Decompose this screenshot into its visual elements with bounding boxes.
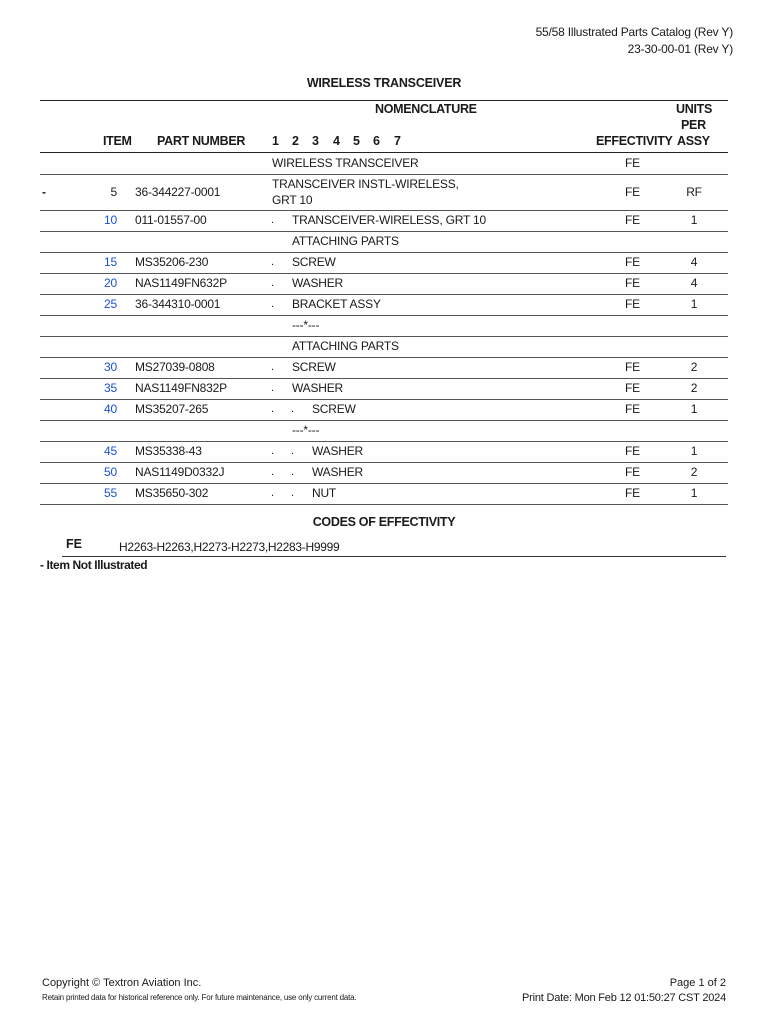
indent-dot: . bbox=[271, 466, 275, 478]
indent-level-3: 3 bbox=[312, 134, 319, 148]
nomenclature: WIRELESS TRANSCEIVER bbox=[272, 156, 419, 170]
table-row bbox=[40, 483, 728, 504]
indent-level-2: 2 bbox=[292, 134, 299, 148]
nomenclature: ATTACHING PARTS bbox=[292, 234, 399, 248]
indent-level-6: 6 bbox=[373, 134, 380, 148]
part-number: MS35207-265 bbox=[135, 402, 209, 416]
indent-level-4: 4 bbox=[333, 134, 340, 148]
units-per-assy: 2 bbox=[690, 465, 698, 479]
item-number[interactable]: 35 bbox=[104, 381, 117, 395]
effectivity-code: FE bbox=[625, 444, 640, 458]
legend-not-illustrated: - Item Not Illustrated bbox=[40, 558, 148, 572]
units-per-assy: 2 bbox=[690, 381, 698, 395]
footer-page-number: Page 1 of 2 bbox=[669, 977, 726, 989]
part-number: 011-01557-00 bbox=[135, 213, 207, 227]
part-number: 36-344227-0001 bbox=[135, 185, 221, 199]
units-per-assy: 1 bbox=[690, 444, 698, 458]
indent-dot: . bbox=[291, 445, 295, 457]
effectivity-code: FE bbox=[625, 381, 640, 395]
units-per-assy: 1 bbox=[690, 402, 698, 416]
units-per-assy: RF bbox=[686, 185, 702, 199]
part-number: MS35650-302 bbox=[135, 486, 209, 500]
item-number[interactable]: 45 bbox=[104, 444, 117, 458]
table-row bbox=[40, 336, 728, 357]
table-row bbox=[40, 231, 728, 252]
indent-dot: . bbox=[291, 466, 295, 478]
table-row bbox=[40, 273, 728, 294]
table-row bbox=[40, 378, 728, 399]
part-number: MS27039-0808 bbox=[135, 360, 215, 374]
nomenclature: SCREW bbox=[312, 402, 356, 416]
part-number: 36-344310-0001 bbox=[135, 297, 221, 311]
table-row bbox=[40, 294, 728, 315]
row-divider bbox=[40, 504, 728, 505]
indent-dot: . bbox=[291, 403, 295, 415]
indent-level-5: 5 bbox=[353, 134, 360, 148]
footer-print-date: Print Date: Mon Feb 12 01:50:27 CST 2024 bbox=[522, 992, 726, 1004]
table-row bbox=[40, 210, 728, 231]
effectivity-code: FE bbox=[625, 486, 640, 500]
codes-rule bbox=[62, 556, 726, 557]
item-number[interactable]: 10 bbox=[104, 213, 117, 227]
table-row bbox=[40, 357, 728, 378]
item-number[interactable]: 50 bbox=[104, 465, 117, 479]
effectivity-code: FE bbox=[625, 255, 640, 269]
codes-value: H2263-H2263,H2273-H2273,H2283-H9999 bbox=[119, 540, 340, 554]
nomenclature: WASHER bbox=[312, 465, 364, 479]
nomenclature: SCREW bbox=[292, 360, 336, 374]
indent-dot: . bbox=[271, 256, 275, 268]
effectivity-code: FE bbox=[625, 276, 640, 290]
col-assy: ASSY bbox=[677, 134, 710, 148]
part-number: NAS1149FN632P bbox=[135, 276, 227, 290]
item-number[interactable]: 15 bbox=[104, 255, 117, 269]
nomenclature: ---*--- bbox=[292, 423, 320, 437]
col-effectivity: EFFECTIVITY bbox=[596, 134, 673, 148]
effectivity-code: FE bbox=[625, 297, 640, 311]
item-number: 5 bbox=[110, 185, 117, 199]
codes-key: FE bbox=[66, 537, 82, 551]
indent-level-7: 7 bbox=[394, 134, 401, 148]
indent-dot: . bbox=[271, 361, 275, 373]
nomenclature: ATTACHING PARTS bbox=[292, 339, 399, 353]
nomenclature: TRANSCEIVER INSTL-WIRELESS, bbox=[272, 177, 459, 191]
nomenclature: BRACKET ASSY bbox=[292, 297, 381, 311]
nomenclature: GRT 10 bbox=[272, 193, 313, 207]
table-row bbox=[40, 153, 728, 174]
nomenclature: TRANSCEIVER-WIRELESS, GRT 10 bbox=[292, 213, 487, 227]
part-number: MS35338-43 bbox=[135, 444, 202, 458]
indent-dot: . bbox=[271, 382, 275, 394]
table-row bbox=[40, 252, 728, 273]
catalog-title: 55/58 Illustrated Parts Catalog (Rev Y) bbox=[535, 25, 733, 39]
figure-number: 23-30-00-01 (Rev Y) bbox=[627, 42, 733, 56]
page-title: WIRELESS TRANSCEIVER bbox=[306, 76, 462, 90]
col-units: UNITS bbox=[676, 102, 713, 116]
units-per-assy: 2 bbox=[690, 360, 698, 374]
units-per-assy: 1 bbox=[690, 486, 698, 500]
part-number: NAS1149FN832P bbox=[135, 381, 227, 395]
col-nomenclature: NOMENCLATURE bbox=[375, 102, 477, 116]
nomenclature: ---*--- bbox=[292, 318, 320, 332]
indent-dot: . bbox=[271, 487, 275, 499]
nomenclature: WASHER bbox=[292, 276, 344, 290]
table-row bbox=[40, 315, 728, 336]
nomenclature: NUT bbox=[312, 486, 337, 500]
footer-copyright: Copyright © Textron Aviation Inc. bbox=[42, 977, 202, 989]
table-row bbox=[40, 420, 728, 441]
col-item: ITEM bbox=[103, 134, 132, 148]
effectivity-code: FE bbox=[625, 156, 640, 170]
indent-dot: . bbox=[271, 298, 275, 310]
nomenclature: WASHER bbox=[292, 381, 344, 395]
indent-dot: . bbox=[271, 214, 275, 226]
part-number: MS35206-230 bbox=[135, 255, 209, 269]
item-number[interactable]: 25 bbox=[104, 297, 117, 311]
part-number: NAS1149D0332J bbox=[135, 465, 225, 479]
footer-note: Retain printed data for historical reference only. For future maintenance, use only current data. bbox=[42, 993, 357, 1002]
table-row bbox=[40, 462, 728, 483]
table-top-rule bbox=[40, 100, 728, 101]
item-number[interactable]: 30 bbox=[104, 360, 117, 374]
nomenclature: SCREW bbox=[292, 255, 336, 269]
effectivity-code: FE bbox=[625, 213, 640, 227]
table-row bbox=[40, 441, 728, 462]
units-per-assy: 4 bbox=[690, 276, 698, 290]
indent-level-1: 1 bbox=[272, 134, 279, 148]
effectivity-code: FE bbox=[625, 360, 640, 374]
indent-dot: . bbox=[271, 445, 275, 457]
table-row bbox=[40, 174, 728, 210]
indent-dot: . bbox=[271, 403, 275, 415]
effectivity-code: FE bbox=[625, 465, 640, 479]
indent-dot: . bbox=[271, 277, 275, 289]
units-per-assy: 1 bbox=[690, 213, 698, 227]
col-per: PER bbox=[681, 118, 706, 132]
table-row bbox=[40, 399, 728, 420]
codes-title: CODES OF EFFECTIVITY bbox=[312, 515, 456, 529]
nomenclature: WASHER bbox=[312, 444, 364, 458]
item-number[interactable]: 55 bbox=[104, 486, 117, 500]
col-part-number: PART NUMBER bbox=[157, 134, 246, 148]
units-per-assy: 1 bbox=[690, 297, 698, 311]
item-number[interactable]: 20 bbox=[104, 276, 117, 290]
indent-dot: . bbox=[291, 487, 295, 499]
effectivity-code: FE bbox=[625, 402, 640, 416]
units-per-assy: 4 bbox=[690, 255, 698, 269]
not-illustrated-flag: - bbox=[42, 185, 46, 199]
effectivity-code: FE bbox=[625, 185, 640, 199]
item-number[interactable]: 40 bbox=[104, 402, 117, 416]
